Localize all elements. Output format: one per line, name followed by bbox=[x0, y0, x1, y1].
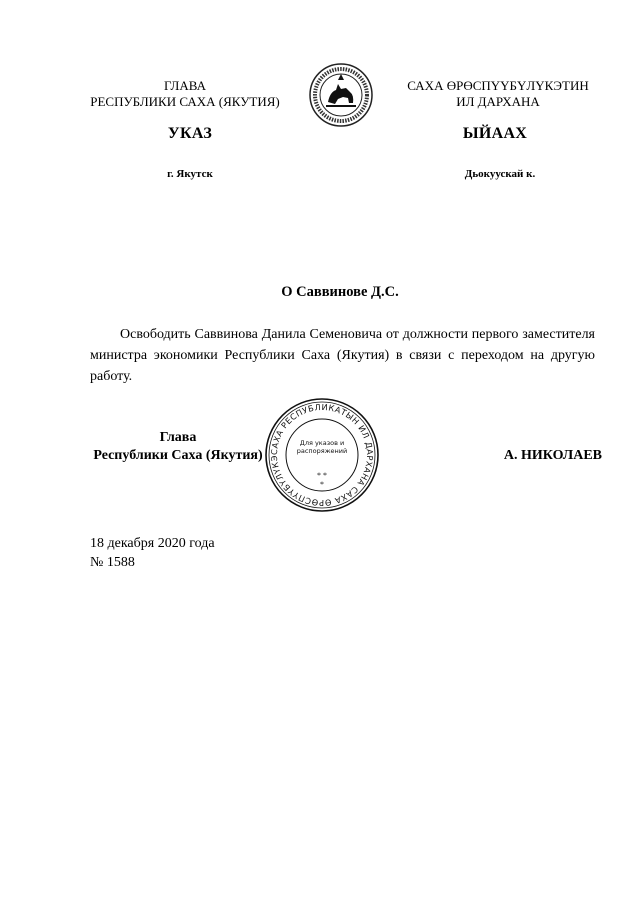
signature-name: А. НИКОЛАЕВ bbox=[503, 448, 602, 463]
svg-text:*: * bbox=[320, 480, 324, 489]
seal-ring-text: САХА РЕСПУБЛИКАТЫН ИЛ ДАРХАНА САХА ӨРӨСПҮҮБҮЛҮКЭ bbox=[268, 401, 376, 509]
signature-position bbox=[88, 429, 268, 465]
title-right: ЫЙААХ bbox=[462, 125, 528, 142]
header-right-line2: ИЛ ДАРХАНА bbox=[456, 94, 540, 109]
header-left bbox=[70, 78, 300, 110]
signature-position-line2: Республики Саха (Якутия) bbox=[93, 448, 263, 463]
coat-of-arms-emblem bbox=[308, 62, 374, 128]
document-body: Освободить Саввинова Данила Семеновича от должности первого заместителя министра экономики Республики Саха (Якутия) в связи с переходом на другую работу. bbox=[90, 327, 595, 384]
seal-stamp-icon bbox=[262, 396, 382, 514]
header-left-line2: РЕСПУБЛИКИ САХА (ЯКУТИЯ) bbox=[90, 94, 280, 109]
header-right-line1: САХА ӨРӨСПҮҮБҮЛҮКЭТИН bbox=[407, 78, 589, 93]
title-left: УКАЗ bbox=[167, 125, 213, 142]
svg-text:* *: * * bbox=[317, 471, 327, 480]
document-footer bbox=[90, 534, 340, 572]
seal-inner-text: Для указов и распоряжений bbox=[296, 440, 348, 455]
header-left-line1: ГЛАВА bbox=[164, 78, 206, 93]
city-right: Дьокуускай к. bbox=[464, 168, 536, 180]
document-number: № 1588 bbox=[90, 555, 135, 570]
coat-of-arms-icon bbox=[308, 62, 374, 128]
document-date: 18 декабря 2020 года bbox=[90, 536, 215, 551]
round-seal-stamp bbox=[262, 396, 382, 514]
document-subject: О Саввинове Д.С. bbox=[281, 284, 399, 300]
header-right bbox=[388, 78, 608, 110]
city-left: г. Якутск bbox=[167, 168, 213, 180]
signature-position-line1: Глава bbox=[159, 430, 197, 445]
